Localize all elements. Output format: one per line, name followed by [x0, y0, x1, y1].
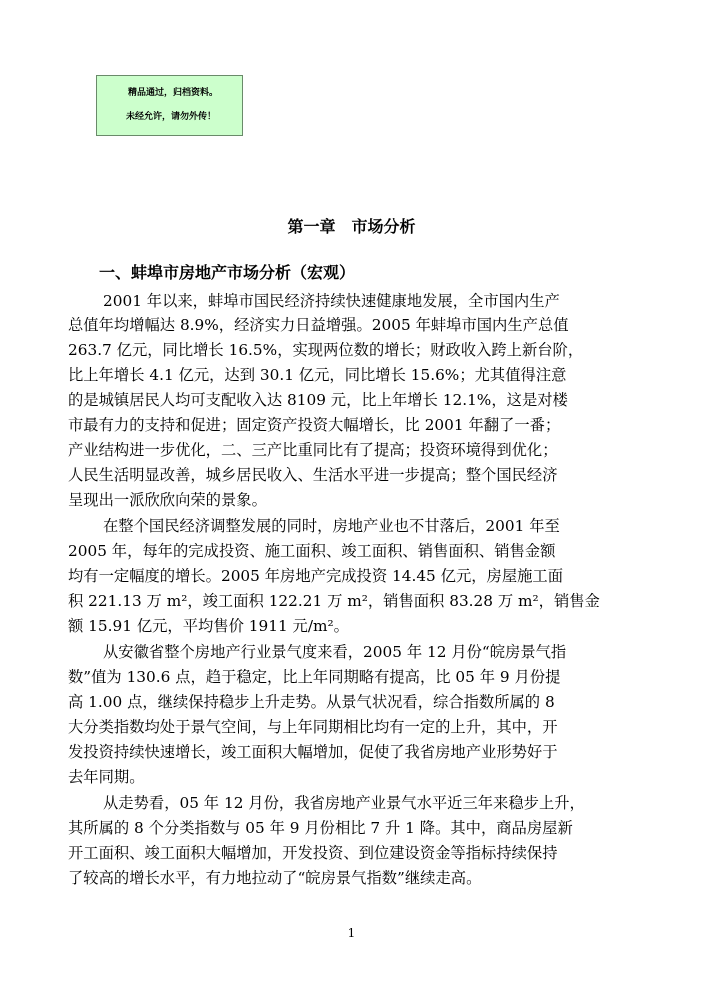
paragraph-line: 均有一定幅度的增长。2005 年房地产完成投资 14.45 亿元，房屋施工面 — [68, 567, 564, 585]
paragraph-line: 比上年增长 4.1 亿元，达到 30.1 亿元，同比增长 15.6%；尤其值得注意 — [68, 366, 567, 384]
paragraph-line: 其所属的 8 个分类指数与 05 年 9 月份相比 7 升 1 降。其中，商品房屋新 — [68, 819, 573, 837]
paragraph-line: 产业结构进一步优化，二、三产比重同比有了提高；投资环境得到优化； — [68, 441, 558, 459]
paragraph-line: 2001 年以来，蚌埠市国民经济持续快速健康地发展，全市国内生产 — [103, 292, 560, 310]
paragraph-line: 的是城镇居民人均可支配收入达 8109 元，比上年增长 12.1%，这是对楼 — [68, 391, 568, 409]
chapter-title: 第一章 市场分析 — [287, 217, 416, 236]
paragraph-line: 263.7 亿元，同比增长 16.5%，实现两位数的增长；财政收入跨上新台阶， — [68, 341, 584, 359]
section-heading: 一、蚌埠市房地产市场分析（宏观） — [99, 263, 356, 282]
notice-line-2: 未经允许，请勿外传！ — [126, 112, 217, 122]
paragraph-line: 高 1.00 点，继续保持稳步上升走势。从景气状况看，综合指数所属的 8 — [68, 693, 555, 711]
paragraph-line: 人民生活明显改善，城乡居民收入、生活水平进一步提高；整个国民经济 — [68, 466, 558, 484]
paragraph-line: 发投资持续快速增长，竣工面积大幅增加，促使了我省房地产业形势好于 — [68, 743, 558, 761]
paragraph-line: 呈现出一派欣欣向荣的景象。 — [68, 491, 267, 509]
paragraph-line: 数”值为 130.6 点，趋于稳定，比上年同期略有提高，比 05 年 9 月份提 — [68, 668, 561, 686]
paragraph-line: 在整个国民经济调整发展的同时，房地产业也不甘落后，2001 年至 — [103, 517, 560, 535]
paragraph-line: 了较高的增长水平，有力地拉动了“皖房景气指数”继续走高。 — [68, 869, 482, 887]
paragraph-line: 额 15.91 亿元，平均售价 1911 元/m²。 — [68, 617, 349, 635]
paragraph-line: 市最有力的支持和促进；固定资产投资大幅增长，比 2001 年翻了一番； — [68, 416, 561, 434]
paragraph-line: 大分类指数均处于景气空间，与上年同期相比均有一定的上升，其中，开 — [68, 718, 558, 736]
paragraph-line: 开工面积、竣工面积大幅增加，开发投资、到位建设资金等指标持续保持 — [68, 844, 558, 862]
paragraph-line: 积 221.13 万 m²，竣工面积 122.21 万 m²，销售面积 83.28 万 m²，销售金 — [68, 592, 600, 610]
paragraph-line: 去年同期。 — [68, 768, 145, 786]
paragraph-line: 从安徽省整个房地产行业景气度来看，2005 年 12 月份“皖房景气指 — [103, 643, 567, 661]
paragraph-line: 2005 年，每年的完成投资、施工面积、竣工面积、销售面积、销售金额 — [68, 542, 556, 560]
page-number: 1 — [347, 926, 356, 940]
confidential-notice-box — [96, 75, 243, 136]
paragraph-line: 从走势看，05 年 12 月份，我省房地产业景气水平近三年来稳步上升， — [103, 794, 585, 812]
notice-line-1: 精品通过，归档资料。 — [128, 88, 219, 98]
paragraph-line: 总值年均增幅达 8.9%，经济实力日益增强。2005 年蚌埠市国内生产总值 — [68, 316, 569, 334]
